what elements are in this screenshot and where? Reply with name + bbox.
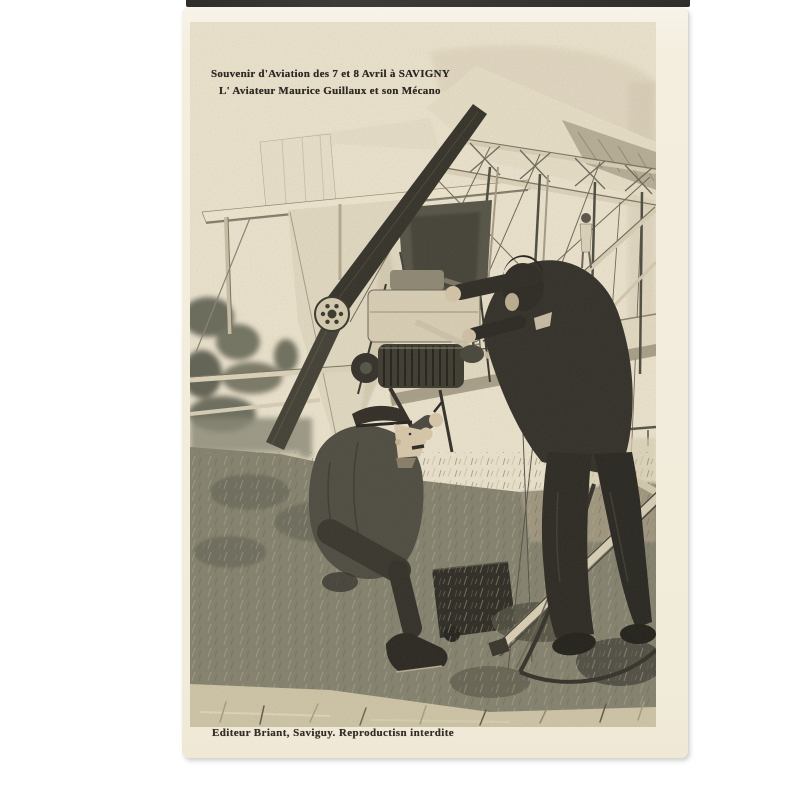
postcard-photo [190, 22, 656, 727]
publisher-caption: Editeur Briant, Saviguy. Reproductisn interdite [212, 727, 455, 739]
photo-caption-header [190, 68, 656, 98]
scan-edge-strip [186, 0, 690, 7]
photo-illustration [190, 22, 656, 727]
header-line-2: L' Aviateur Maurice Guillaux et son Mécano [219, 85, 441, 97]
photo-grain [190, 22, 656, 727]
postcard [182, 7, 688, 758]
header-line-1: Souvenir d'Aviation des 7 et 8 Avril à SAVIGNY [211, 68, 451, 80]
